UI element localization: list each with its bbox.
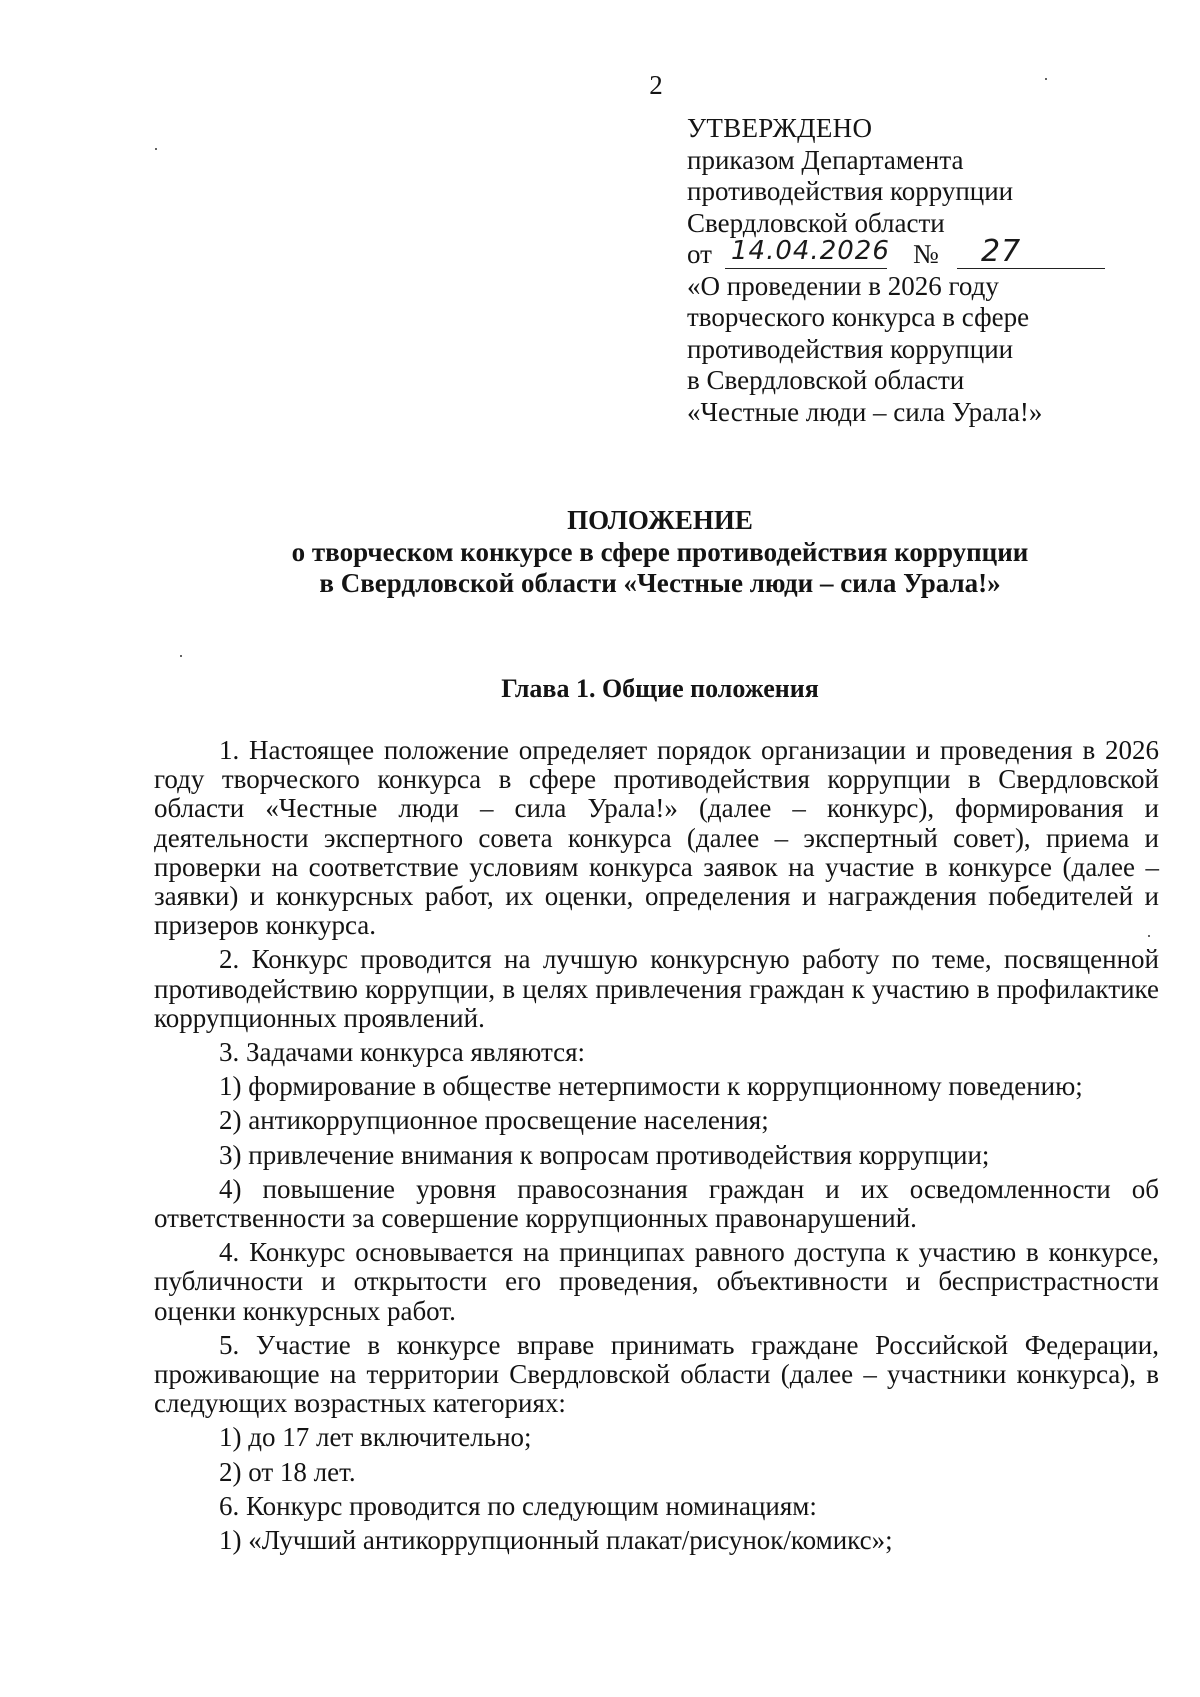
- handwritten-date: 14.04.2026: [731, 236, 890, 266]
- paragraph: 4. Конкурс основывается на принципах равного доступа к участию в конкурсе, публичности и открытости его проведения, объективности и беспристрастности оценки конкурсных работ.: [154, 1237, 1159, 1326]
- list-item: 2) от 18 лет.: [219, 1456, 356, 1487]
- handwritten-number: 27: [981, 234, 1022, 269]
- date-underline: [725, 268, 887, 269]
- list-item: 1) «Лучший антикоррупционный плакат/рисунок/комикс»;: [219, 1525, 893, 1556]
- body-text: [154, 736, 1159, 1555]
- document-subtitle-line: в Свердловской области «Честные люди – сила Урала!»: [319, 568, 1001, 598]
- paragraph: 2. Конкурс проводится на лучшую конкурсную работу по теме, посвященной противодействию коррупции, в целях привлечения граждан к участию в профилактике коррупционных проявлений.: [154, 944, 1159, 1033]
- order-title-line: противодействия коррупции: [687, 333, 1014, 364]
- list-item: 4) повышение уровня правосознания граждан и их осведомленности об ответственности за совершение коррупционных правонарушений.: [154, 1173, 1159, 1234]
- list-item: 2) антикоррупционное просвещение населения;: [219, 1105, 769, 1136]
- page-number: 2: [649, 70, 663, 100]
- paragraph: 6. Конкурс проводится по следующим номинациям:: [219, 1490, 817, 1521]
- document-title-block: [120, 505, 1200, 600]
- paragraph: 1. Настоящее положение определяет порядок организации и проведения в 2026 году творческого конкурса в сфере противодействия коррупции в Свердловской области «Честные люди – сила Урала!» (далее – конкурс), формирования и деятельности экспертного совета конкурса (далее – экспертный совет), приема и проверки на соответствие условиям конкурса заявок на участие в конкурсе (далее – заявки) и конкурсных работ, их оценки, определения и награждения победителей и призеров конкурса.: [154, 735, 1159, 941]
- order-title-line: в Свердловской области: [687, 365, 965, 395]
- approval-block: [687, 113, 1107, 428]
- approval-line: Свердловской области: [687, 207, 945, 238]
- approval-heading: УТВЕРЖДЕНО: [687, 113, 873, 143]
- document-subtitle-line: о творческом конкурсе в сфере противодействия коррупции: [291, 536, 1029, 567]
- chapter-heading: Глава 1. Общие положения: [501, 674, 819, 703]
- approval-line: противодействия коррупции: [687, 176, 1014, 206]
- number-prefix: №: [913, 239, 939, 269]
- scan-speck: [180, 655, 182, 657]
- number-underline: [957, 268, 1105, 269]
- paragraph: 3. Задачами конкурса являются:: [219, 1037, 586, 1068]
- document-title: ПОЛОЖЕНИЕ: [567, 505, 753, 535]
- list-item: 3) привлечение внимания к вопросам противодействия коррупции;: [219, 1139, 990, 1170]
- approval-date-number-line: [687, 234, 1107, 271]
- order-title-line: «О проведении в 2026 году: [687, 270, 999, 301]
- scan-speck: [1045, 78, 1047, 80]
- list-item: 1) до 17 лет включительно;: [219, 1422, 532, 1453]
- paragraph: 5. Участие в конкурсе вправе принимать граждане Российской Федерации, проживающие на территории Свердловской области (далее – участники конкурса), в следующих возрастных категориях:: [154, 1329, 1159, 1419]
- scan-speck: [155, 148, 157, 150]
- order-title-line: творческого конкурса в сфере: [687, 302, 1030, 332]
- list-item: 1) формирование в обществе нетерпимости к коррупционному поведению;: [219, 1071, 1083, 1102]
- order-title-line: «Честные люди – сила Урала!»: [687, 396, 1043, 427]
- date-prefix: от: [687, 239, 712, 269]
- scan-speck: [1148, 935, 1150, 937]
- approval-line: приказом Департамента: [687, 144, 964, 175]
